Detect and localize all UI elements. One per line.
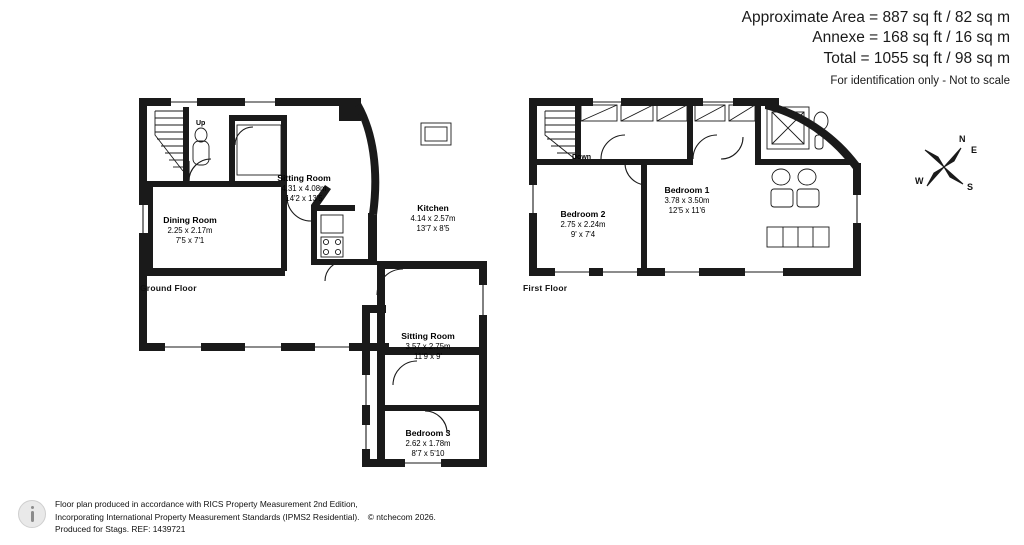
- floor-label-ground: Ground Floor: [140, 283, 197, 293]
- room-label-bedroom-3: Bedroom 3 2.62 x 1.78m 8'7 x 5'10: [405, 428, 451, 458]
- annexe-area-text: Annexe = 168 sq ft / 16 sq m: [812, 29, 1010, 47]
- compass-south-label: S: [967, 182, 974, 192]
- footer-line-3: Produced for Stags. REF: 1439721: [55, 523, 186, 534]
- footer-copyright: © ntchecom 2026.: [367, 511, 436, 522]
- footer-line-1: Floor plan produced in accordance with RICS Property Measurement 2nd Edition,: [55, 499, 358, 510]
- room-label-sitting-room-annexe: Sitting Room 3.57 x 2.75m 11'9 x 9': [401, 331, 455, 361]
- room-label-kitchen: Kitchen 4.14 x 2.57m 13'7 x 8'5: [410, 203, 456, 233]
- floor-label-first: First Floor: [523, 283, 568, 293]
- footer-text: [55, 498, 436, 535]
- approximate-area-text: Approximate Area = 887 sq ft / 82 sq m: [741, 9, 1010, 26]
- footer-line-2: Incorporating International Property Measurement Standards (IPMS2 Residential).: [55, 511, 360, 522]
- compass-north-label: N: [959, 134, 966, 144]
- room-label-bedroom-2: Bedroom 2 2.75 x 2.24m 9' x 7'4: [560, 209, 606, 239]
- total-area-text: Total = 1055 sq ft / 98 sq m: [823, 49, 1010, 67]
- disclaimer-text: For identification only - Not to scale: [830, 75, 1010, 88]
- stairs-up-label: Up: [196, 120, 206, 127]
- room-label-bedroom-1: Bedroom 1 3.78 x 3.50m 12'5 x 11'6: [664, 185, 710, 215]
- room-label-sitting-room-ground: Sitting Room 4.31 x 4.08m 14'2 x 13'5: [277, 173, 331, 203]
- compass-rose: [905, 128, 983, 206]
- stairs-down-label: Down: [572, 154, 592, 161]
- room-label-dining-room: Dining Room 2.25 x 2.17m 7'5 x 7'1: [163, 215, 217, 245]
- compass-icon: [905, 128, 983, 206]
- compass-west-label: W: [915, 176, 924, 186]
- footer: [18, 498, 436, 535]
- area-summary: [742, 8, 1010, 90]
- rics-badge-icon: [18, 500, 46, 528]
- compass-east-label: E: [971, 145, 978, 155]
- ground-floor-drawing: [125, 85, 545, 505]
